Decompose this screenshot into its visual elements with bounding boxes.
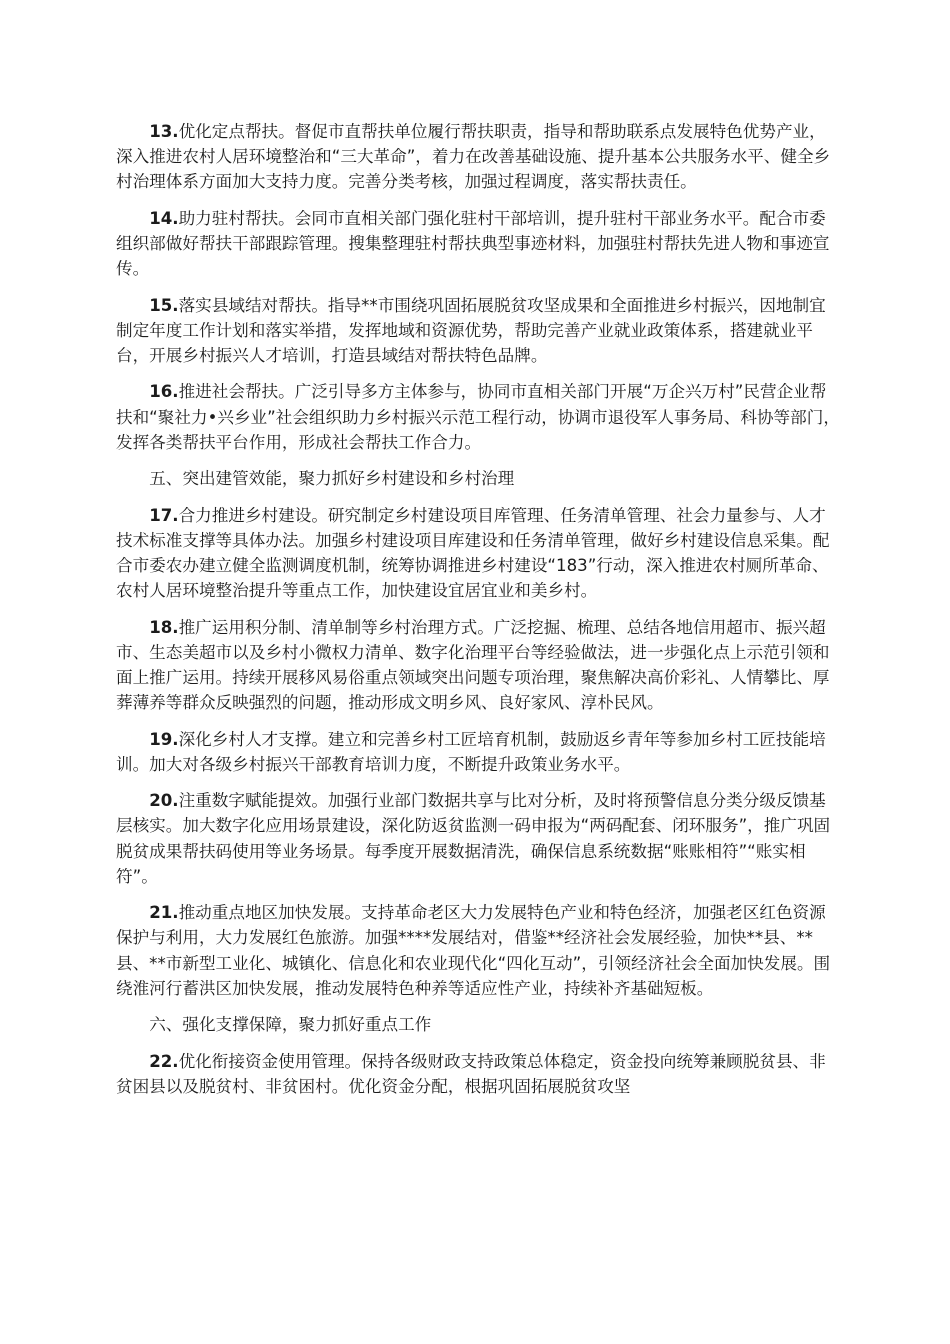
paragraph-20 xyxy=(116,788,842,889)
paragraph-21 xyxy=(116,900,842,1001)
paragraph-gap xyxy=(116,368,842,379)
paragraph-text: 推进社会帮扶。广泛引导多方主体参与，协同市直相关部门开展“万企兴万村”民营企业帮扶和“聚社力•兴乡业”社会组织助力乡村振兴示范工程行动，协调市退役军人事务局、科协等部门，发挥各类帮扶平台作用，形成社会帮扶工作合力。 xyxy=(116,382,840,452)
paragraph-gap xyxy=(116,715,842,726)
item-number: 20. xyxy=(149,791,179,811)
paragraph-gap xyxy=(116,281,842,292)
paragraph-gap xyxy=(116,1001,842,1012)
paragraph-text: 注重数字赋能提效。加强行业部门数据共享与比对分析，及时将预警信息分类分级反馈基层核实。加大数字化应用场景建设，深化防返贫监测一码申报为“两码配套、闭环服务”，推广巩固脱贫成果帮扶码使用等业务场景。每季度开展数据清洗，确保信息系统数据“账账相符”“账实相符”。 xyxy=(116,791,831,886)
paragraph-gap xyxy=(116,889,842,900)
paragraph-15 xyxy=(116,293,842,369)
item-number: 19. xyxy=(149,729,179,749)
paragraph-13 xyxy=(116,119,842,195)
item-number: 15. xyxy=(149,295,179,315)
paragraph-gap xyxy=(116,491,842,502)
paragraph-text: 推动重点地区加快发展。支持革命老区大力发展特色产业和特色经济，加强老区红色资源保护与利用，大力发展红色旅游。加强****发展结对，借鉴**经济社会发展经验，加快**县、**县、**市新型工业化、城镇化、信息化和农业现代化“四化互动”，引领经济社会全面加快发展。围绕淮河行蓄洪区加快发展，推动发展特色种养等适应性产业，持续补齐基础短板。 xyxy=(116,903,831,998)
section-heading-6: 六、强化支撑保障，聚力抓好重点工作 xyxy=(149,1015,432,1035)
paragraph-17 xyxy=(116,503,842,604)
paragraph-text: 落实县域结对帮扶。指导**市围绕巩固拓展脱贫攻坚成果和全面推进乡村振兴，因地制宜制定年度工作计划和落实举措，发挥地域和资源优势，帮助完善产业就业政策体系，搭建就业平台，开展乡村振兴人才培训，打造县域结对帮扶特色品牌。 xyxy=(116,295,826,365)
paragraph-text: 推广运用积分制、清单制等乡村治理方式。广泛挖掘、梳理、总结各地信用超市、振兴超市、生态美超市以及乡村小微权力清单、数字化治理平台等经验做法，进一步强化点上示范引领和面上推广运用。持续开展移风易俗重点领域突出问题专项治理，聚焦解决高价彩礼、人情攀比、厚葬薄养等群众反映强烈的问题，推动形成文明乡风、良好家风、淳朴民风。 xyxy=(116,617,830,713)
section-heading-5: 五、突出建管效能，聚力抓好乡村建设和乡村治理 xyxy=(149,469,515,489)
item-number: 22. xyxy=(149,1051,179,1071)
paragraph-16 xyxy=(116,379,842,455)
paragraph-text: 合力推进乡村建设。研究制定乡村建设项目库管理、任务清单管理、社会力量参与、人才技术标准支撑等具体办法。加强乡村建设项目库建设和任务清单管理，做好乡村建设信息采集。配合市委农办建立健全监测调度机制，统筹协调推进乡村建设“183”行动，深入推进农村厕所革命、农村人居环境整治提升等重点工作，加快建设宜居宜业和美乡村。 xyxy=(116,505,830,601)
item-number: 18. xyxy=(149,617,179,637)
paragraph-18 xyxy=(116,615,842,716)
paragraph-gap xyxy=(116,777,842,788)
paragraph-14 xyxy=(116,206,842,282)
paragraph-gap xyxy=(116,455,842,466)
item-number: 13. xyxy=(149,122,179,141)
paragraph-19 xyxy=(116,727,842,777)
item-number: 14. xyxy=(149,208,179,228)
item-number: 16. xyxy=(149,382,179,402)
item-number: 17. xyxy=(149,505,179,525)
paragraph-22 xyxy=(116,1049,842,1099)
paragraph-gap xyxy=(116,1037,842,1048)
paragraph-text: 优化衔接资金使用管理。保持各级财政支持政策总体稳定，资金投向统筹兼顾脱贫县、非贫困县以及脱贫村、非贫困村。优化资金分配，根据巩固拓展脱贫攻坚 xyxy=(116,1051,826,1096)
item-number: 21. xyxy=(149,903,179,923)
paragraph-text: 深化乡村人才支撑。建立和完善乡村工匠培育机制，鼓励返乡青年等参加乡村工匠技能培训。加大对各级乡村振兴干部教育培训力度，不断提升政策业务水平。 xyxy=(116,729,826,774)
paragraph-gap xyxy=(116,195,842,206)
paragraph-gap xyxy=(116,603,842,614)
paragraph-text: 助力驻村帮扶。会同市直相关部门强化驻村干部培训，提升驻村干部业务水平。配合市委组织部做好帮扶干部跟踪管理。搜集整理驻村帮扶典型事迹材料，加强驻村帮扶先进人物和事迹宣传。 xyxy=(116,208,830,279)
paragraph-text: 优化定点帮扶。督促市直帮扶单位履行帮扶职责，指导和帮助联系点发展特色优势产业，深入推进农村人居环境整治和“三大革命”，着力在改善基础设施、提升基本公共服务水平、健全乡村治理体系方面加大支持力度。完善分类考核，加强过程调度，落实帮扶责任。 xyxy=(116,122,831,192)
